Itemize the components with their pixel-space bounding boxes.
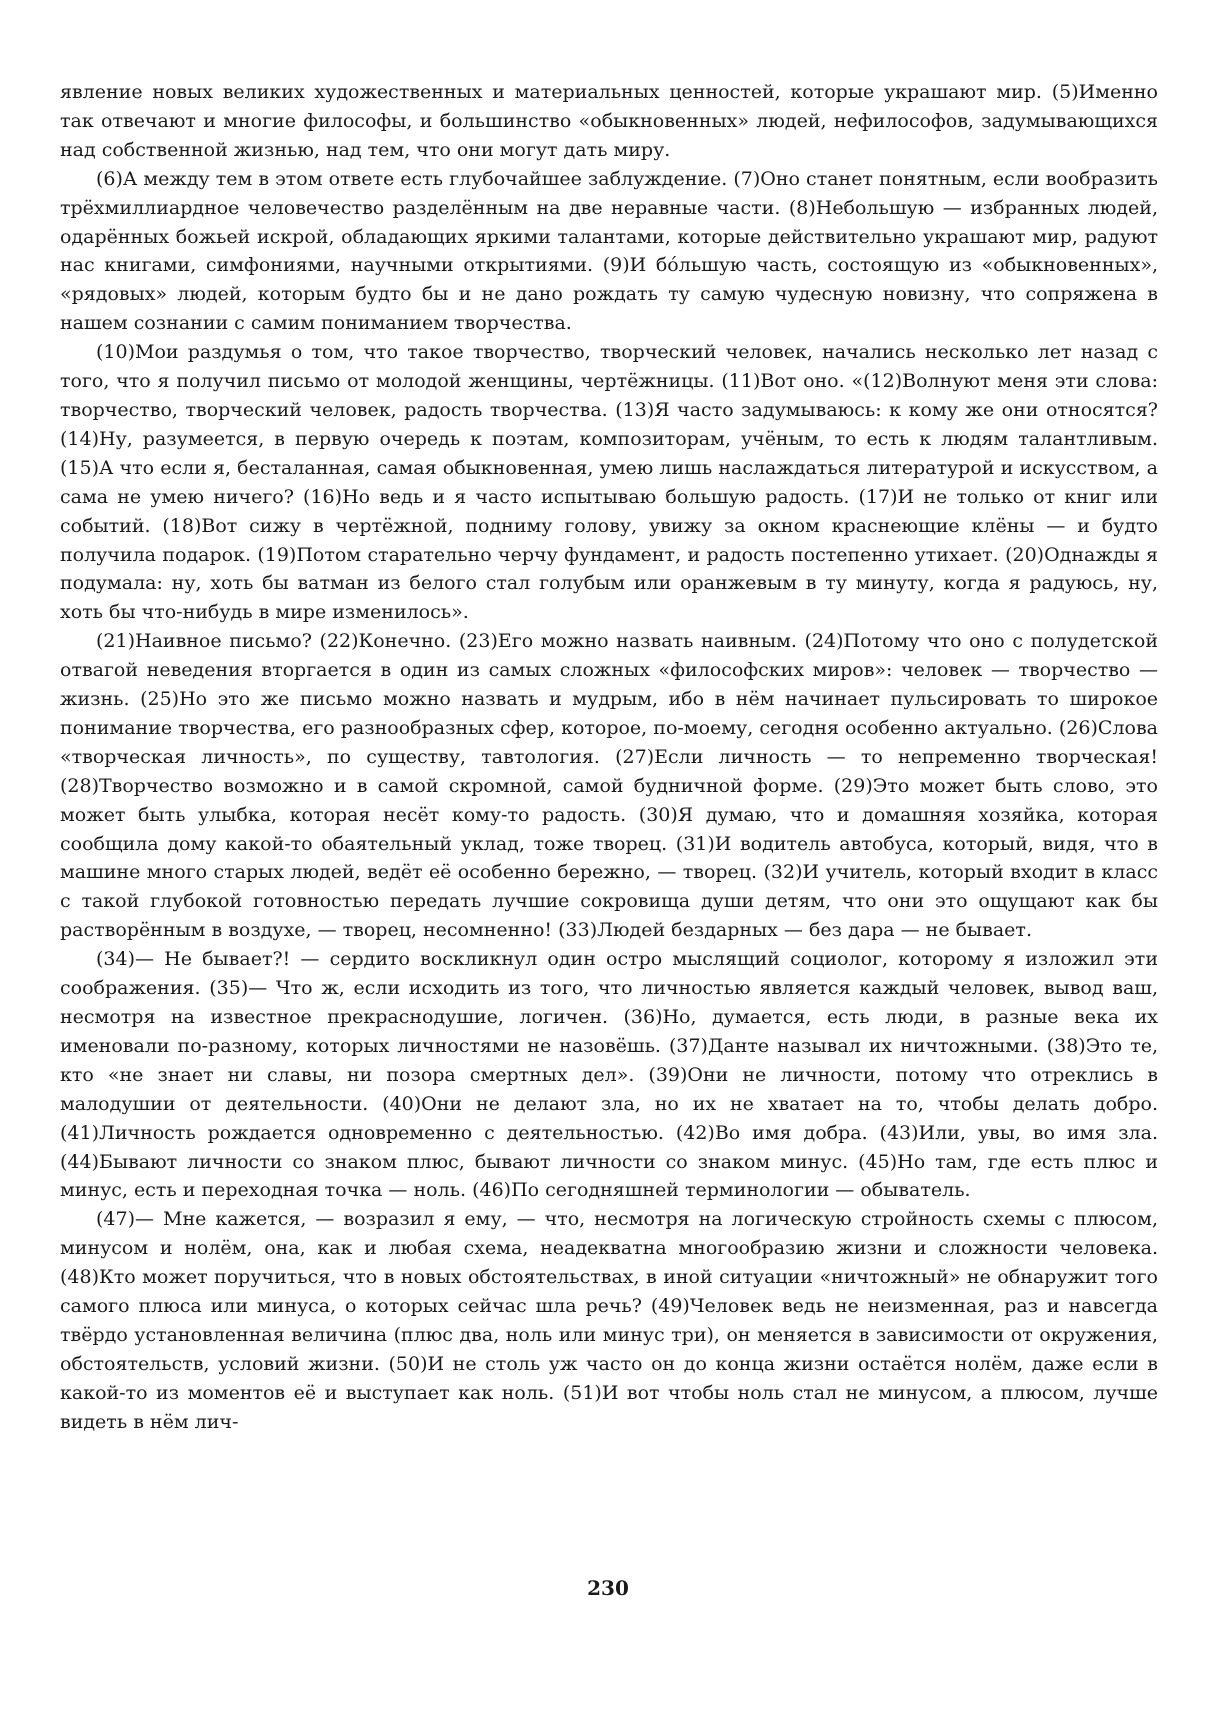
paragraph-1: явление новых великих художественных и материальных ценностей, которые украшают мир. (5)Именно так отвечают и многие философы, и большинство «обыкновенных» людей, нефилософов, задумывающихся над собственной жизнью, над тем, что они могут дать миру. (60, 81, 1158, 161)
page-body (60, 78, 1158, 1437)
paragraph-3: (10)Мои раздумья о том, что такое творчество, творческий человек, начались несколько лет назад с того, что я получил письмо от молодой женщины, чертёжницы. (11)Вот оно. «(12)Волнуют меня эти слова: творчество, творческий человек, радость творчества. (13)Я часто задумываюсь: к кому же они относятся? (14)Ну, разумеется, в первую очередь к поэтам, композиторам, учёным, то есть к людям талантливым. (15)А что если я, бесталанная, самая обыкновенная, умею лишь наслаждаться литературой и искусством, а сама не умею ничего? (16)Но ведь и я часто испытываю большую радость. (17)И не только от книг или событий. (18)Вот сижу в чертёжной, подниму голову, увижу за окном краснеющие клёны — и будто получила подарок. (19)Потом старательно черчу фундамент, и радость постепенно утихает. (20)Однажды я подумала: ну, хоть бы ватман из белого стал голубым или оранжевым в ту минуту, когда я радуюсь, ну, хоть бы что-нибудь в мире изменилось». (60, 341, 1158, 624)
page-number: 230 (587, 1576, 629, 1600)
paragraph-4: (21)Наивное письмо? (22)Конечно. (23)Его можно назвать наивным. (24)Потому что оно с полудетской отвагой неведения вторгается в один из самых сложных «философских миров»: человек — творчество — жизнь. (25)Но это же письмо можно назвать и мудрым, ибо в нём начинает пульсировать то широкое понимание творчества, его разнообразных сфер, которое, по-моему, сегодня особенно актуально. (26)Слова «творческая личность», по существу, тавтология. (27)Если личность — то непременно творческая! (28)Творчество возможно и в самой скромной, самой будничной форме. (29)Это может быть слово, это может быть улыбка, которая несёт кому-то радость. (30)Я думаю, что и домашняя хозяйка, которая сообщила дому какой-то обаятельный уклад, тоже творец. (31)И водитель автобуса, который, видя, что в машине много старых людей, ведёт её особенно бережно, — творец. (32)И учитель, который входит в класс с такой глубокой готовностью передать лучшие сокровища души детям, что они это ощущают как бы растворённым в воздухе, — творец, несомненно! (33)Людей бездарных — без дара — не бывает. (60, 630, 1158, 942)
paragraph-5: (34)— Не бывает?! — сердито воскликнул один остро мыслящий социолог, которому я изложил эти соображения. (35)— Что ж, если исходить из того, что личностью является каждый человек, вывод ваш, несмотря на известное прекраснодушие, логичен. (36)Но, думается, есть люди, в разные века их именовали по-разному, которых личностями не назовёшь. (37)Данте называл их ничтожными. (38)Это те, кто «не знает ни славы, ни позора смертных дел». (39)Они не личности, потому что отреклись в малодушии от деятельности. (40)Они не делают зла, но их не хватает на то, чтобы делать добро. (41)Личность рождается одновременно с деятельностью. (42)Во имя добра. (43)Или, увы, во имя зла. (44)Бывают личности со знаком плюс, бывают личности со знаком минус. (45)Но там, где есть плюс и минус, есть и переходная точка — ноль. (46)По сегодняшней терминологии — обыватель. (60, 948, 1158, 1202)
paragraph-6: (47)— Мне кажется, — возразил я ему, — что, несмотря на логическую стройность схемы с плюсом, минусом и нолём, она, как и любая схема, неадекватна многообразию жизни и сложности человека. (48)Кто может поручиться, что в новых обстоятельствах, в иной ситуации «ничтожный» не обнаружит того самого плюса или минуса, о которых сейчас шла речь? (49)Человек ведь не неизменная, раз и навсегда твёрдо установленная величина (плюс два, ноль или минус три), он меняется в зависимости от окружения, обстоятельств, условий жизни. (50)И не столь уж часто он до конца жизни остаётся нолём, даже если в какой-то из моментов её и выступает как ноль. (51)И вот чтобы ноль стал не минусом, а плюсом, лучше видеть в нём лич- (60, 1208, 1158, 1433)
paragraph-2: (6)А между тем в этом ответе есть глубочайшее заблуждение. (7)Оно станет понятным, если вообразить трёхмиллиардное человечество разделённым на две неравные части. (8)Небольшую — избранных людей, одарённых божьей искрой, обладающих яркими талантами, которые действительно украшают мир, радуют нас книгами, симфониями, научными открытиями. (9)И бóльшую часть, состоящую из «обыкновенных», «рядовых» людей, которым будто бы и не дано рождать ту самую чудесную новизну, что сопряжена в нашем сознании с самим пониманием творчества. (60, 167, 1158, 335)
